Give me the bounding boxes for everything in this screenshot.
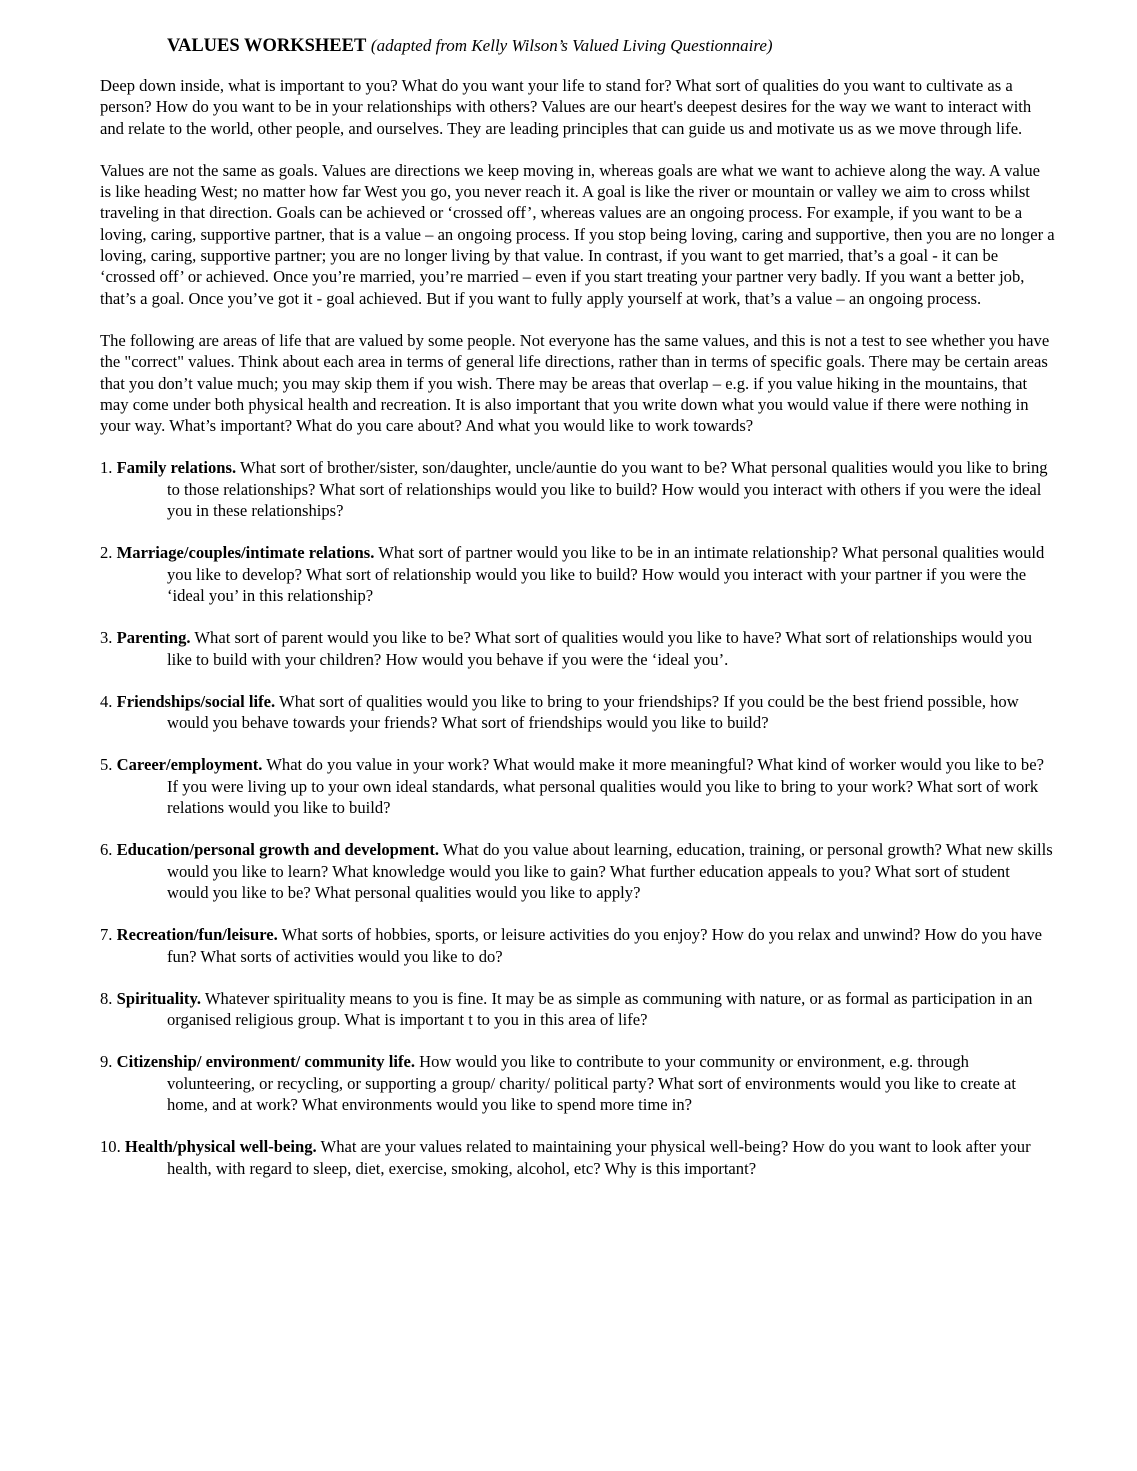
page-subtitle: (adapted from Kelly Wilson’s Valued Living Questionnaire) bbox=[370, 36, 773, 55]
area-description: What sort of partner would you like to be in an intimate relationship? What personal qualities would you like to develop? What sort of relationship would you like to build? How would you interact with your partner if you were the ‘ideal you’ in this relationship? bbox=[167, 543, 1045, 605]
area-citizenship bbox=[100, 1051, 1055, 1115]
area-number: 9. bbox=[100, 1052, 113, 1072]
area-description: What sorts of hobbies, sports, or leisure activities do you enjoy? How do you relax and unwind? How do you have fun? What sorts of activities would you like to do? bbox=[167, 925, 1043, 966]
area-marriage-couples bbox=[100, 542, 1055, 606]
area-label: Health/physical well-being. bbox=[124, 1137, 317, 1157]
area-number: 8. bbox=[100, 988, 113, 1008]
area-description: How would you like to contribute to your community or environment, e.g. through volunteering, or recycling, or supporting a group/ charity/ political party? What sort of environments would you like to create at home, and at work? What environments would you like to spend more time in? bbox=[167, 1052, 1016, 1114]
area-friendships bbox=[100, 691, 1055, 734]
worksheet-heading bbox=[167, 34, 1055, 58]
area-label: Career/employment. bbox=[116, 755, 263, 775]
area-number: 10. bbox=[100, 1137, 121, 1157]
area-label: Recreation/fun/leisure. bbox=[116, 925, 278, 945]
area-label: Citizenship/ environment/ community life. bbox=[116, 1052, 415, 1072]
area-description: What do you value in your work? What would make it more meaningful? What kind of worker would you like to be? If you were living up to your own ideal standards, what personal qualities would you like to bring to your work? What sort of work relations would you like to build? bbox=[167, 755, 1044, 818]
area-career bbox=[100, 754, 1055, 818]
area-health bbox=[100, 1136, 1055, 1179]
area-label: Friendships/social life. bbox=[116, 691, 276, 711]
area-label: Marriage/couples/intimate relations. bbox=[116, 543, 375, 563]
area-description: What sort of qualities would you like to bring to your friendships? If you could be the best friend possible, how would you behave towards your friends? What sort of friendships would you like to build? bbox=[167, 691, 1019, 733]
area-description: What are your values related to maintaining your physical well-being? How do you want to look after your health, with regard to sleep, diet, exercise, smoking, alcohol, etc? Why is this important? bbox=[167, 1137, 1031, 1178]
area-label: Parenting. bbox=[116, 628, 191, 648]
area-number: 6. bbox=[100, 840, 113, 860]
area-number: 4. bbox=[100, 691, 113, 711]
area-spirituality bbox=[100, 988, 1055, 1031]
page-title: VALUES WORKSHEET bbox=[167, 36, 367, 56]
area-number: 2. bbox=[100, 543, 113, 563]
intro-paragraph-1: Deep down inside, what is important to you? What do you want your life to stand for? What sort of qualities do you want to cultivate as a person? How do you want to be in your relationships with others? Values are our heart's deepest desires for the way we want to interact with and relate to the world, other people, and ourselves. They are leading principles that can guide us and motivate us as we move through life. bbox=[100, 76, 1032, 138]
area-recreation bbox=[100, 924, 1055, 967]
area-label: Education/personal growth and development. bbox=[116, 840, 439, 860]
area-description: What sort of parent would you like to be? What sort of qualities would you like to have? What sort of relationships would you like to build with your children? How would you behave if you were the ‘ideal you’. bbox=[167, 628, 1033, 669]
worksheet-page bbox=[100, 34, 1055, 1200]
area-description: What sort of brother/sister, son/daughter, uncle/auntie do you want to be? What personal qualities would you like to bring to those relationships? What sort of relationships would you like to build? How would you interact with others if you were the ideal you in these relationships? bbox=[167, 458, 1048, 521]
area-number: 7. bbox=[100, 925, 113, 945]
intro-paragraph-3: The following are areas of life that are valued by some people. Not everyone has the same values, and this is not a test to see whether you have the "correct" values. Think about each area in terms of general life directions, rather than in terms of specific goals. There may be certain areas that you don’t value much; you may skip them if you wish. There may be areas that overlap – e.g. if you value hiking in the mountains, that may come under both physical health and recreation. It is also important that you write down what you would value if there were nothing in your way. What’s important? What do you care about? And what you would like to work towards? bbox=[100, 330, 1050, 436]
area-parenting bbox=[100, 627, 1055, 670]
intro-paragraph-2: Values are not the same as goals. Values are directions we keep moving in, whereas goals are what we want to achieve along the way. A value is like heading West; no matter how far West you go, you never reach it. A goal is like the river or mountain or valley we aim to cross whilst traveling in that direction. Goals can be achieved or ‘crossed off’, whereas values are an ongoing process. For example, if you want to be a loving, caring, supportive partner, that is a value – an ongoing process. If you stop being loving, caring and supportive, then you are no longer a loving, caring, supportive partner; you are no longer living by that value. In contrast, if you want to get married, that’s a goal - it can be ‘crossed off’ or achieved. Once you’re married, you’re married – even if you start treating your partner very badly. If you want a better job, that’s a goal. Once you’ve got it - goal achieved. But if you want to fully apply yourself at work, that’s a value – an ongoing process. bbox=[100, 160, 1055, 308]
area-number: 1. bbox=[100, 458, 113, 478]
area-description: Whatever spirituality means to you is fine. It may be as simple as communing with nature, or as formal as participation in an organised religious group. What is important t to you in this area of life? bbox=[167, 988, 1033, 1030]
area-number: 3. bbox=[100, 628, 113, 648]
area-number: 5. bbox=[100, 755, 113, 775]
area-family-relations bbox=[100, 457, 1055, 521]
area-description: What do you value about learning, education, training, or personal growth? What new skills would you like to learn? What knowledge would you like to gain? What further education appeals to you? What sort of student would you like to be? What personal qualities would you like to apply? bbox=[167, 840, 1053, 902]
area-label: Spirituality. bbox=[116, 988, 201, 1008]
area-label: Family relations. bbox=[116, 458, 237, 478]
area-education bbox=[100, 839, 1055, 903]
life-areas-list bbox=[100, 457, 1055, 1178]
